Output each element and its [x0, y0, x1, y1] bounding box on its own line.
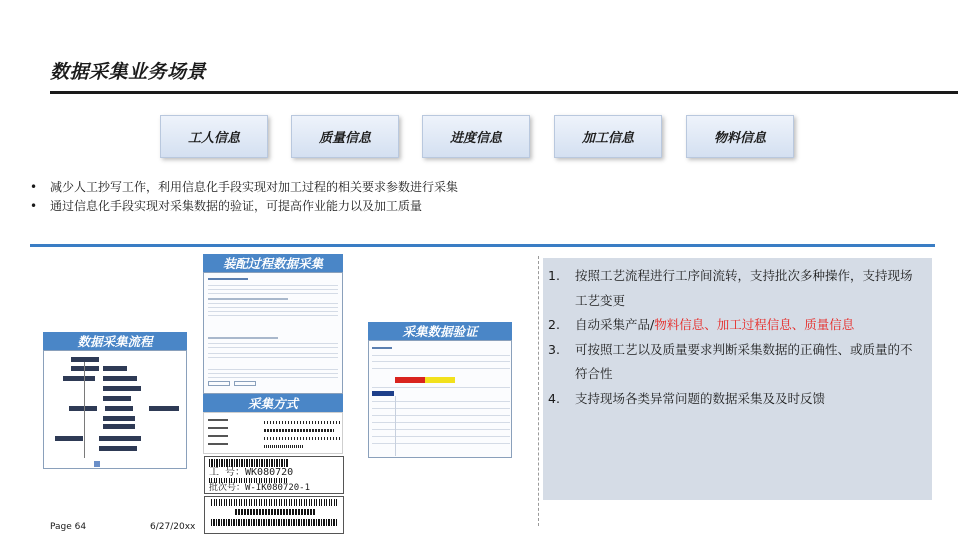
flow-step [98, 435, 142, 442]
selected-row [372, 391, 394, 396]
feature-item: 1. 按照工艺流程进行工序间流转，支持批次多种操作，支持现场工艺变更 [548, 268, 913, 308]
flow-end-node [94, 461, 100, 467]
page-title: 数据采集业务场景 [50, 61, 207, 83]
feature-list [543, 264, 924, 411]
flow-step [98, 445, 138, 452]
tab-quality-info[interactable]: 质量信息 [291, 115, 399, 158]
dashed-separator [538, 256, 539, 526]
method-banner: 采集方式 [203, 394, 343, 412]
barcode-label-2 [204, 496, 344, 534]
warning-cell [425, 377, 455, 383]
device-screen [203, 412, 343, 454]
highlight-text: 物料信息、加工过程信息、质量信息 [654, 317, 855, 332]
barcode-label [204, 456, 344, 494]
flow-step [102, 385, 142, 392]
bullet-item: • 通过信息化手段实现对采集数据的验证，可提高作业能力以及加工质量 [30, 197, 458, 216]
flow-step [102, 365, 128, 372]
barcode-icon [209, 459, 289, 467]
verify-banner: 采集数据验证 [368, 322, 512, 340]
flow-step [54, 435, 84, 442]
tab-worker-info[interactable]: 工人信息 [160, 115, 268, 158]
flow-connector [84, 362, 85, 458]
verify-screen [368, 340, 512, 458]
flow-step [62, 375, 96, 382]
barcode-icon [211, 519, 337, 526]
footer-date: 6/27/20xx [150, 522, 196, 532]
barcode-icon [235, 509, 315, 515]
assembly-banner: 装配过程数据采集 [203, 254, 343, 272]
work-number: 工 号：WK080720 [209, 467, 294, 478]
page-number: Page 64 [50, 522, 87, 532]
flow-step [70, 365, 100, 372]
feature-item: 3. 可按照工艺以及质量要求判断采集数据的正确性、或质量的不符合性 [548, 341, 913, 381]
flow-step [104, 405, 134, 412]
tab-material-info[interactable]: 物料信息 [686, 115, 794, 158]
flow-step [70, 356, 100, 363]
flow-step [102, 423, 136, 430]
title-divider [50, 91, 958, 94]
section-divider [30, 244, 935, 247]
barcode-icon [211, 499, 337, 506]
feature-item: 2. 自动采集产品/物料信息、加工过程信息、质量信息 [548, 317, 855, 332]
flow-step [102, 415, 136, 422]
bullet-item: • 减少人工抄写工作，利用信息化手段实现对加工过程的相关要求参数进行采集 [30, 178, 458, 197]
assembly-screen [203, 272, 343, 394]
flow-diagram [43, 350, 187, 469]
flow-step [68, 405, 98, 412]
batch-number: 批次号：W-IK080720-1 [209, 483, 311, 493]
flow-step [102, 395, 132, 402]
bullet-list [30, 178, 458, 216]
flow-banner: 数据采集流程 [43, 332, 187, 350]
tab-progress-info[interactable]: 进度信息 [422, 115, 530, 158]
error-cell [395, 377, 425, 383]
flow-step [102, 375, 138, 382]
feature-panel [543, 258, 932, 500]
feature-item: 4. 支持现场各类异常问题的数据采集及及时反馈 [548, 390, 826, 406]
flow-step [148, 405, 180, 412]
tab-processing-info[interactable]: 加工信息 [554, 115, 662, 158]
